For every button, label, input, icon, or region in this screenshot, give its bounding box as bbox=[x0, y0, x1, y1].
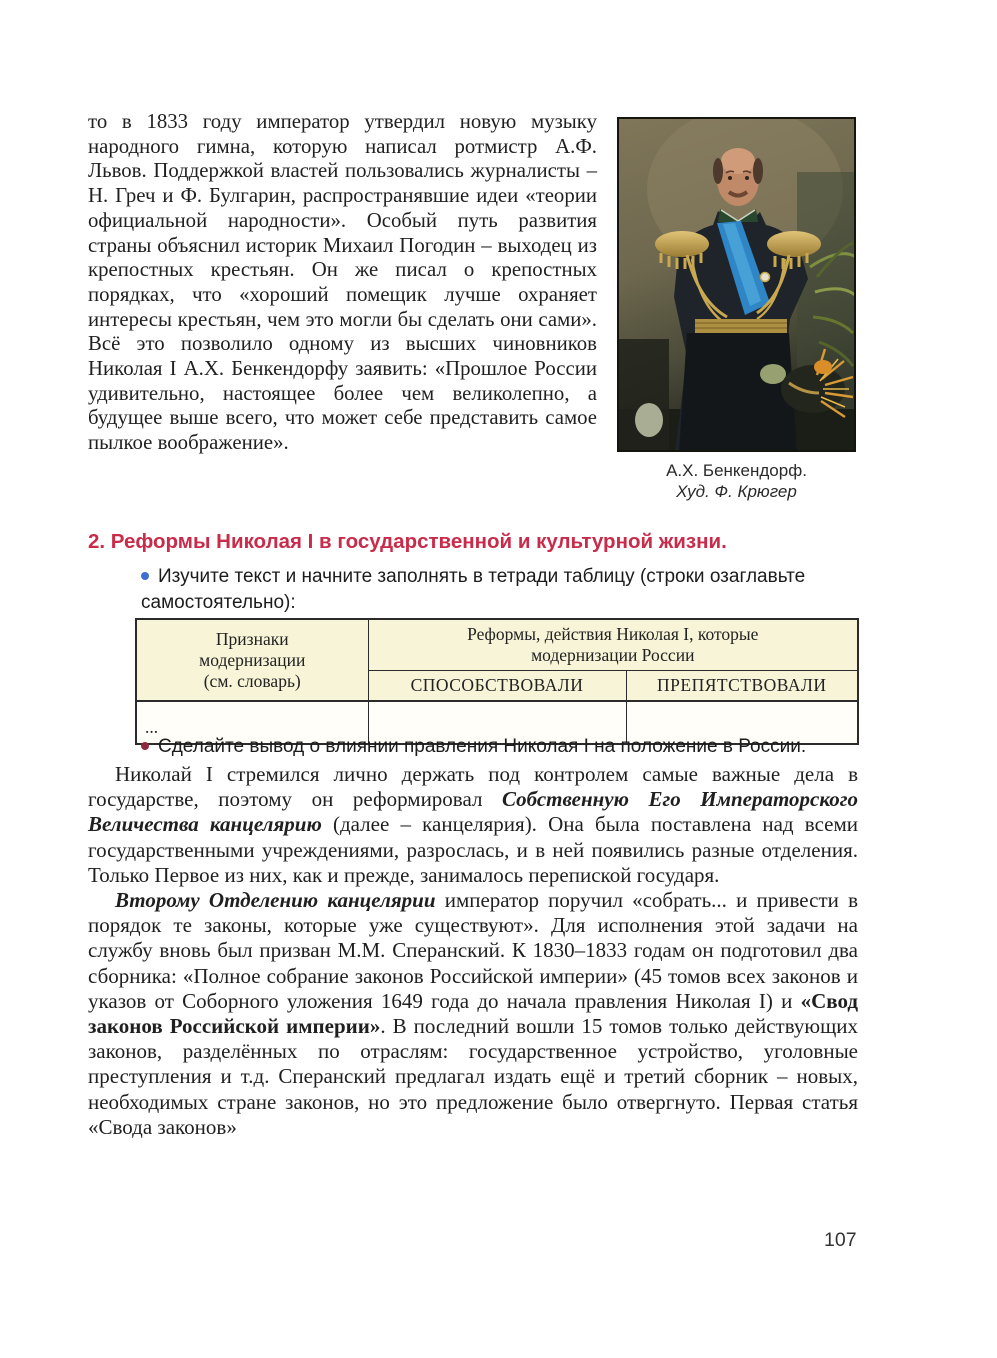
bullet-dot-icon bbox=[141, 572, 149, 580]
table-header-reforms: Реформы, действия Николая I, которые модернизации России bbox=[368, 619, 858, 671]
main-text-block bbox=[88, 762, 858, 1140]
orange-plume bbox=[814, 360, 832, 374]
chest-medal bbox=[761, 273, 770, 282]
table-subheader-hindered: ПРЕПЯТСТВОВАЛИ bbox=[626, 671, 858, 702]
paragraph-chancellery: Николай I стремился лично держать под контролем самые важные дела в государстве, поэтому он реформировал Собственную Его Императорского Величества канцелярию (далее – канцелярия). Она была поставлена над всеми государственными учреждениями, разрослась, и в ней появились разные отделения. Только Первое из них, как и прежде, занималось перепиской государя. bbox=[88, 762, 858, 887]
task-1-text: Изучите текст и начните заполнять в тетради таблицу (строки озаглавьте самостоятельно): bbox=[141, 566, 806, 613]
hair-right bbox=[753, 158, 763, 184]
modernization-table bbox=[135, 618, 859, 745]
trousers bbox=[679, 333, 797, 452]
gold-belt bbox=[695, 319, 787, 333]
benkendorf-portrait-figure bbox=[617, 117, 856, 502]
task-2-text: Сделайте вывод о влиянии правления Николая I на положение в России. bbox=[158, 736, 807, 757]
emphasized-term: Второму Отделению канцелярии bbox=[115, 888, 436, 913]
modernization-table-wrap bbox=[135, 618, 857, 745]
bullet-dot-icon bbox=[141, 742, 149, 750]
table-header-signs: Признаки модернизации (см. словарь) bbox=[136, 619, 368, 701]
bold-title: «Свод законов Российской империи» bbox=[88, 988, 858, 1039]
task-item-fill-table bbox=[141, 564, 883, 615]
table-subheader-promoted: СПОСОБСТВОВАЛИ bbox=[368, 671, 626, 702]
gloved-hand bbox=[760, 364, 786, 384]
table-cell: ... bbox=[136, 701, 368, 744]
hair-left bbox=[713, 158, 723, 184]
portrait-caption-artist: Худ. Ф. Крюгер bbox=[676, 482, 797, 501]
page-number: 107 bbox=[824, 1229, 857, 1251]
task-item-conclusion bbox=[141, 734, 921, 760]
emphasized-term: Собственную Его Императорского Величества канцелярию bbox=[88, 787, 858, 837]
white-glove bbox=[635, 403, 663, 437]
benkendorf-portrait-painting bbox=[617, 117, 856, 452]
paragraph-second-department: Второму Отделению канцелярии император поручил «собрать... и привести в порядок те законы, которые уже существуют». Для исполнения этой задачи на службу вновь был призван М.М. Сперанский. К 1830–1833 годам он подготовил два сборника: «Полное собрание законов Российской империи» (45 томов всех законов и указов от Соборного уложения 1649 года до начала правления Николая I) и «Свод законов Российской империи». В последний вошли 15 томов только действующих законов, разделённых по отраслям: государственное устройство, уголовные преступления и т.д. Сперанский предлагал издать ещё и третий сборник – новых, необходимых стране законов, но это предложение было отвергнуто. Первая статья «Свода законов» bbox=[88, 888, 858, 1139]
portrait-caption bbox=[617, 460, 856, 502]
portrait-caption-name: А.Х. Бенкендорф. bbox=[666, 461, 807, 480]
section-heading: 2. Реформы Николая I в государственной и культурной жизни. bbox=[88, 530, 727, 553]
intro-paragraph: то в 1833 году император утвердил новую музыку народного гимна, которую написал ротмистр А.Ф. Львов. Поддержкой властей пользовались журналисты – Н. Греч и Ф. Булгарин, распространявшие идеи «теории официальной народности». Особый путь развития страны объяснил историк Михаил Погодин – выходец из крепостных крестьян. Он же писал о крепостных порядках, что «хороший помещик лучше охраняет интересы крестьян, чем это могли бы сделать они сами». Всё это позволило одному из высших чиновников Николая I А.Х. Бенкендорфу заявить: «Прошлое России удивительно, настоящее более чем великолепно, а будущее выше всего, что может себе представить самое пылкое воображение». bbox=[88, 110, 597, 455]
